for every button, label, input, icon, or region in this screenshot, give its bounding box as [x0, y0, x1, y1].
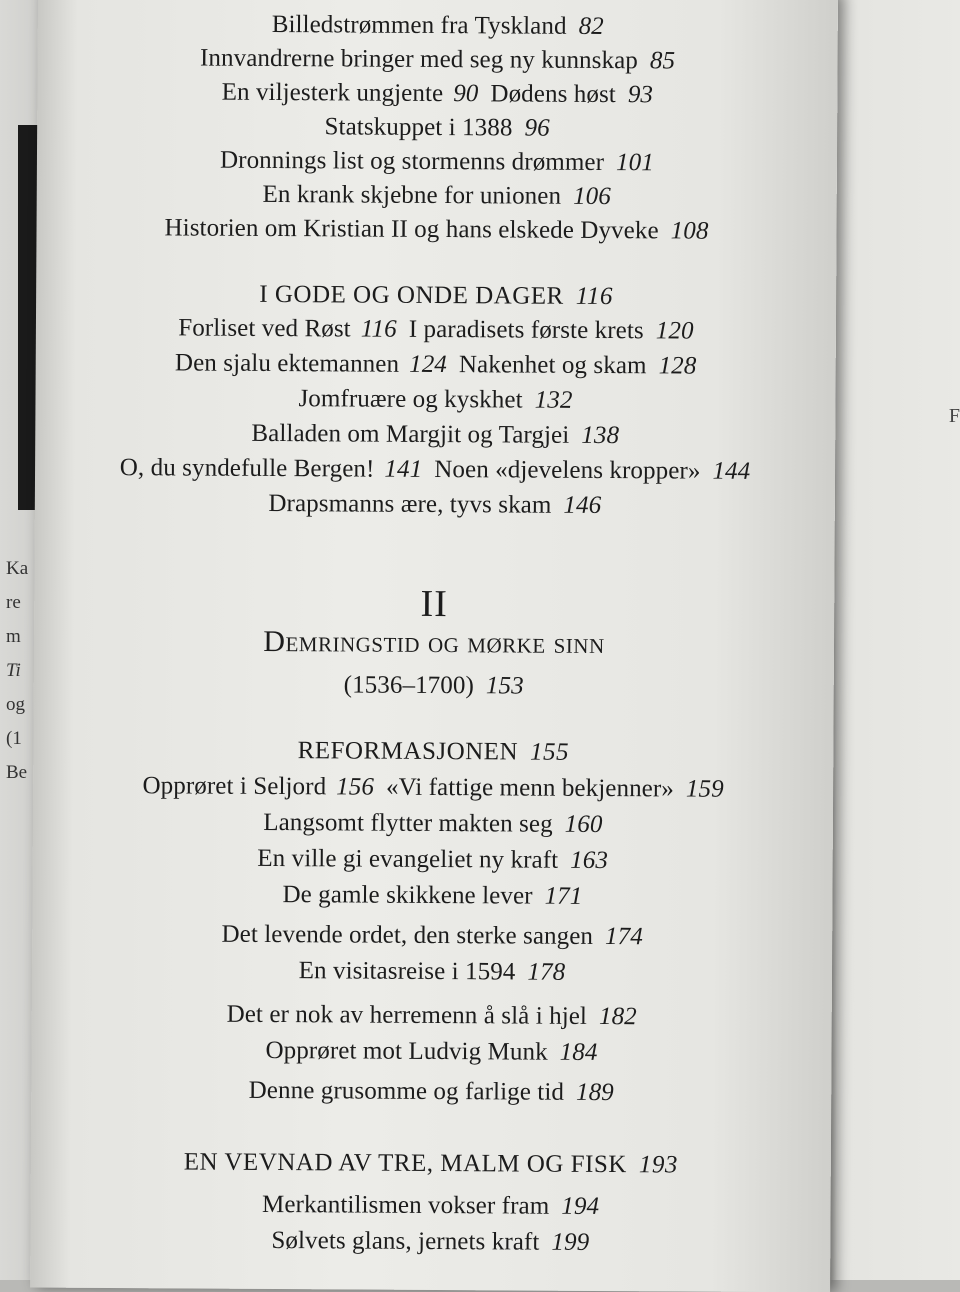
right-page-edge — [820, 0, 960, 1280]
section-heading-title: REFORMASJONEN — [297, 737, 519, 766]
toc-entry-title: Opprøret i Seljord — [142, 772, 327, 801]
toc-entry — [36, 349, 836, 382]
toc-entry-page: 116 — [360, 315, 397, 343]
toc-entry-page: 108 — [670, 217, 709, 245]
toc-entry-title: De gamle skikkene lever — [282, 881, 533, 910]
toc-entry-title: Opprøret mot Ludvig Munk — [265, 1036, 548, 1066]
left-edge-fragment: m — [6, 626, 21, 647]
left-edge-fragment: (1 — [6, 728, 22, 749]
toc-entry-page: 128 — [658, 352, 697, 380]
toc-entry-page: 101 — [615, 149, 654, 177]
toc-entry — [37, 44, 837, 77]
toc-entry — [38, 10, 838, 43]
toc-entry — [37, 112, 837, 145]
toc-entry — [30, 1190, 830, 1223]
toc-entry — [32, 880, 832, 913]
toc-entry — [30, 1226, 830, 1259]
left-edge-fragment: re — [6, 592, 21, 613]
toc-entry — [35, 384, 835, 417]
left-edge-fragment: Be — [6, 762, 28, 783]
toc-entry-title: Langsomt flytter makten seg — [263, 808, 553, 838]
toc-entry-title: Det levende ordet, den sterke sangen — [221, 920, 594, 950]
toc-entry-title: Billedstrømmen fra Tyskland — [271, 10, 567, 40]
toc-entry-page: 146 — [563, 491, 602, 520]
toc-entry — [31, 1036, 831, 1069]
toc-entry-title: I paradisets første krets — [408, 315, 644, 345]
toc-entry-page: 85 — [649, 47, 676, 75]
toc-entry — [32, 956, 832, 989]
toc-entry-title: Merkantilismen vokser fram — [261, 1190, 550, 1220]
section-heading-page: 155 — [529, 738, 570, 766]
left-edge-fragment: Ti — [6, 660, 21, 681]
toc-entry-title: «Vi fattige menn bekjenner» — [385, 773, 675, 803]
toc-entry-page: 199 — [551, 1228, 590, 1256]
toc-entry-title: En viljesterk ungjente — [221, 78, 444, 108]
toc-entry — [33, 808, 833, 841]
toc-entry-page: 189 — [575, 1078, 614, 1107]
toc-entry-page: 160 — [564, 810, 603, 839]
toc-entry — [37, 78, 837, 111]
toc-entry-page: 82 — [578, 12, 604, 41]
toc-entry — [37, 146, 837, 179]
toc-entry-page: 96 — [524, 114, 550, 142]
toc-entry-title: Forliset ved Røst — [178, 314, 351, 343]
toc-entry — [32, 1000, 832, 1033]
toc-entry — [35, 454, 835, 487]
left-page-text-fragments — [6, 552, 28, 790]
section-heading — [36, 280, 836, 313]
section-heading-page: 193 — [638, 1151, 678, 1179]
toc-entry-title: Noen «djevelens kropper» — [434, 455, 701, 485]
toc-entry-title: Denne grusomme og farlige tid — [248, 1076, 565, 1106]
toc-entry-page: 194 — [561, 1192, 600, 1221]
toc-entry-page: 163 — [570, 846, 609, 875]
toc-entry-page: 159 — [685, 775, 724, 803]
left-edge-fragment: og — [6, 694, 25, 715]
toc-entry-title: Jomfruære og kyskhet — [298, 385, 523, 414]
section-heading — [33, 736, 833, 769]
toc-entry — [35, 419, 835, 452]
toc-entry-title: Innvandrerne bringer med seg ny kunnskap — [199, 44, 638, 75]
part-numeral: II — [420, 582, 449, 626]
section-heading-page: 116 — [575, 282, 613, 311]
toc-entry — [36, 314, 836, 347]
toc-entry — [33, 844, 833, 877]
toc-entry — [37, 180, 837, 213]
toc-entry-title: En ville gi evangeliet ny kraft — [257, 844, 559, 874]
toc-entry-title: Balladen om Margjit og Targjei — [251, 419, 570, 449]
toc-entry-page: 182 — [598, 1003, 637, 1031]
toc-entry-page: 90 — [453, 80, 479, 108]
toc-entry-page: 171 — [544, 882, 583, 910]
part-page: 153 — [485, 672, 524, 700]
toc-entry-page: 120 — [655, 317, 694, 345]
left-edge-fragment: Ka — [6, 558, 29, 579]
toc-entry-page: 184 — [559, 1038, 598, 1066]
toc-entry-page: 132 — [534, 386, 573, 414]
toc-entry-title: Drapsmanns ære, tyvs skam — [268, 489, 552, 519]
toc-entry — [36, 214, 836, 247]
toc-entry-title: Det er nok av herremenn å slå i hjel — [226, 1000, 588, 1030]
toc-entry-title: Den sjalu ektemannen — [174, 349, 400, 378]
toc-entry-page: 156 — [336, 773, 375, 801]
toc-entry — [31, 1076, 831, 1109]
toc-entry-title: Statskuppet i 1388 — [324, 113, 513, 142]
toc-entry-title: Dødens høst — [490, 80, 616, 109]
right-edge-fragment: F — [948, 405, 960, 427]
toc-entry-page: 144 — [712, 457, 751, 485]
toc-entry-page: 138 — [581, 421, 620, 450]
toc-entry-title: En krank skjebne for unionen — [262, 180, 562, 210]
toc-entry — [35, 489, 835, 522]
section-heading-title: I GODE OG ONDE DAGER — [259, 280, 564, 310]
toc-entry-page: 178 — [527, 958, 566, 986]
section-heading-title: EN VEVNAD AV TRE, MALM OG FISK — [183, 1148, 627, 1179]
toc-entry-page: 106 — [573, 182, 612, 211]
toc-entry-page: 174 — [604, 923, 643, 951]
part-title: Demringstid og mørke sinn — [263, 624, 605, 661]
toc-entry — [33, 772, 833, 805]
table-of-contents-page — [30, 0, 838, 1292]
toc-entry-title: Nakenhet og skam — [458, 351, 647, 380]
toc-entry-page: 124 — [409, 350, 448, 379]
toc-entry-page: 141 — [384, 455, 423, 483]
toc-entry-title: En visitasreise i 1594 — [298, 957, 516, 986]
part-years-range: (1536–1700) — [343, 671, 475, 700]
toc-entry-page: 93 — [627, 81, 654, 109]
part-years — [34, 670, 834, 703]
toc-entry-title: O, du syndefulle Bergen! — [119, 454, 375, 483]
toc-entry — [32, 920, 832, 953]
toc-entry-title: Historien om Kristian II og hans elskede Dyveke — [164, 214, 659, 245]
toc-entry-title: Sølvets glans, jernets kraft — [271, 1227, 540, 1256]
toc-entry-title: Dronnings list og stormenns drømmer — [219, 146, 605, 177]
section-heading — [31, 1148, 831, 1181]
